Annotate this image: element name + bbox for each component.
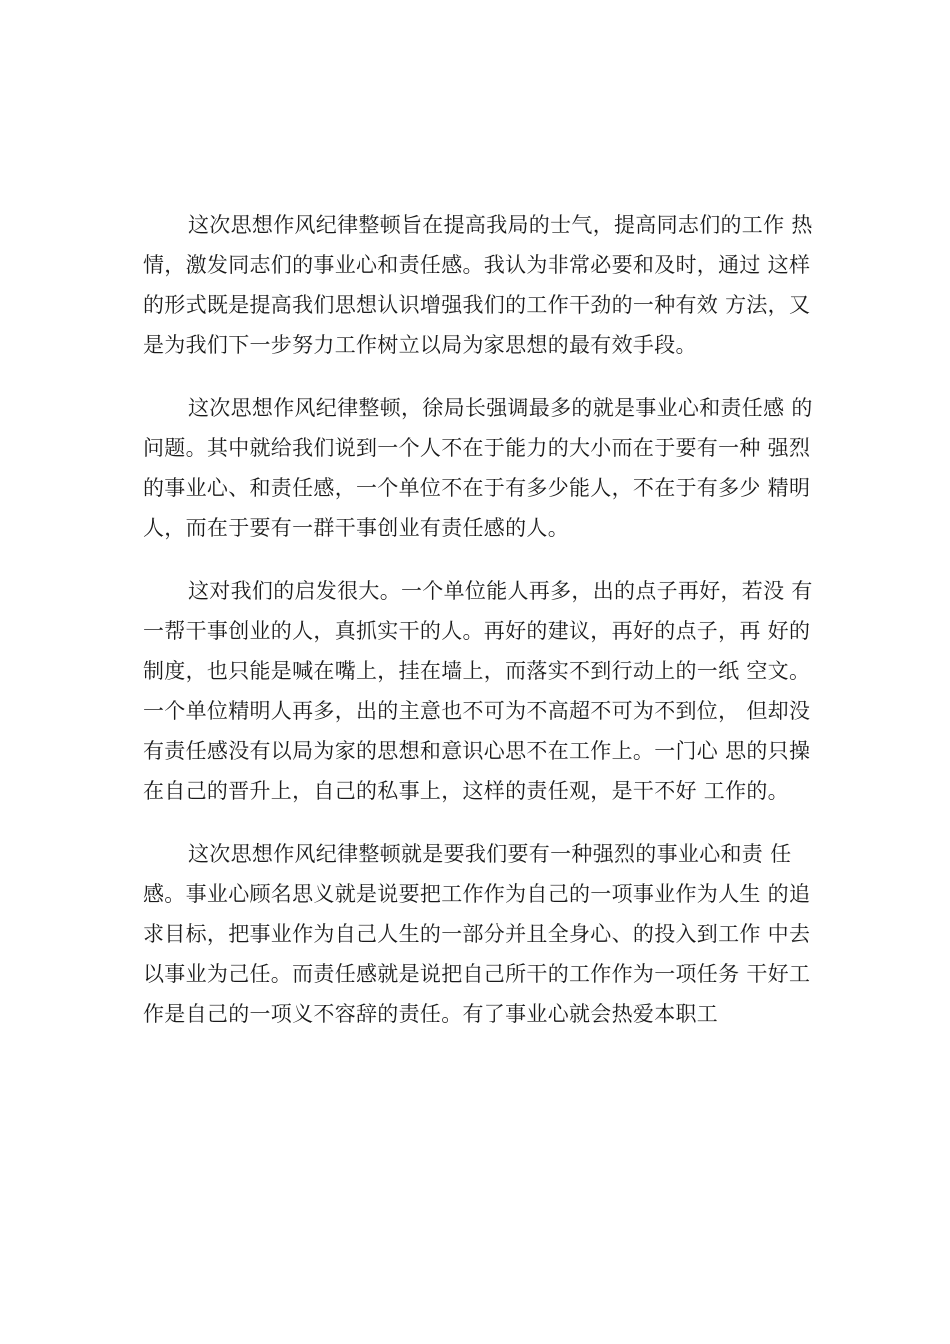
text-line: 求目标，把事业作为自己人生的一部分并且全身心、的投入到工作 中去 xyxy=(143,922,811,946)
paragraph-4 xyxy=(143,834,823,1034)
text-line: 在自己的晋升上，自己的私事上，这样的责任观，是干不好 工作的。 xyxy=(143,779,789,803)
text-line: 的形式既是提高我们思想认识增强我们的工作干劲的一种有效 方法，又 xyxy=(143,293,811,317)
text-line: 制度，也只能是喊在嘴上，挂在墙上，而落实不到行动上的一纸 空文。 xyxy=(143,659,811,683)
document-body xyxy=(143,205,823,1057)
text-line: 的事业心、和责任感，一个单位不在于有多少能人，不在于有多少 精明 xyxy=(143,476,811,500)
text-line: 问题。其中就给我们说到一个人不在于能力的大小而在于要有一种 强烈 xyxy=(143,436,811,460)
text-line: 人，而在于要有一群干事创业有责任感的人。 xyxy=(143,516,569,540)
text-line: 一帮干事创业的人，真抓实干的人。再好的建议，再好的点子，再 好的 xyxy=(143,619,811,643)
paragraph-1 xyxy=(143,205,823,365)
text-line: 有责任感没有以局为家的思想和意识心思不在工作上。一门心 思的只操 xyxy=(143,739,811,763)
text-line: 这次思想作风纪律整顿旨在提高我局的士气，提高同志们的工作 热 xyxy=(188,213,813,237)
text-line: 一个单位精明人再多，出的主意也不可为不高超不可为不到位， 但却没 xyxy=(143,699,811,723)
paragraph-3 xyxy=(143,571,823,811)
text-line: 情，激发同志们的事业心和责任感。我认为非常必要和及时，通过 这样 xyxy=(143,253,811,277)
paragraph-2 xyxy=(143,388,823,548)
text-line: 感。事业心顾名思义就是说要把工作作为自己的一项事业作为人生 的追 xyxy=(143,882,811,906)
text-line: 这对我们的启发很大。一个单位能人再多，出的点子再好，若没 有 xyxy=(188,579,813,603)
text-line: 作是自己的一项义不容辞的责任。有了事业心就会热爱本职工 xyxy=(143,1002,719,1026)
text-line: 是为我们下一步努力工作树立以局为家思想的最有效手段。 xyxy=(143,333,697,357)
text-line: 以事业为己任。而责任感就是说把自己所干的工作作为一项任务 干好工 xyxy=(143,962,811,986)
text-line: 这次思想作风纪律整顿，徐局长强调最多的就是事业心和责任感 的 xyxy=(188,396,813,420)
text-line: 这次思想作风纪律整顿就是要我们要有一种强烈的事业心和责 任 xyxy=(188,842,792,866)
